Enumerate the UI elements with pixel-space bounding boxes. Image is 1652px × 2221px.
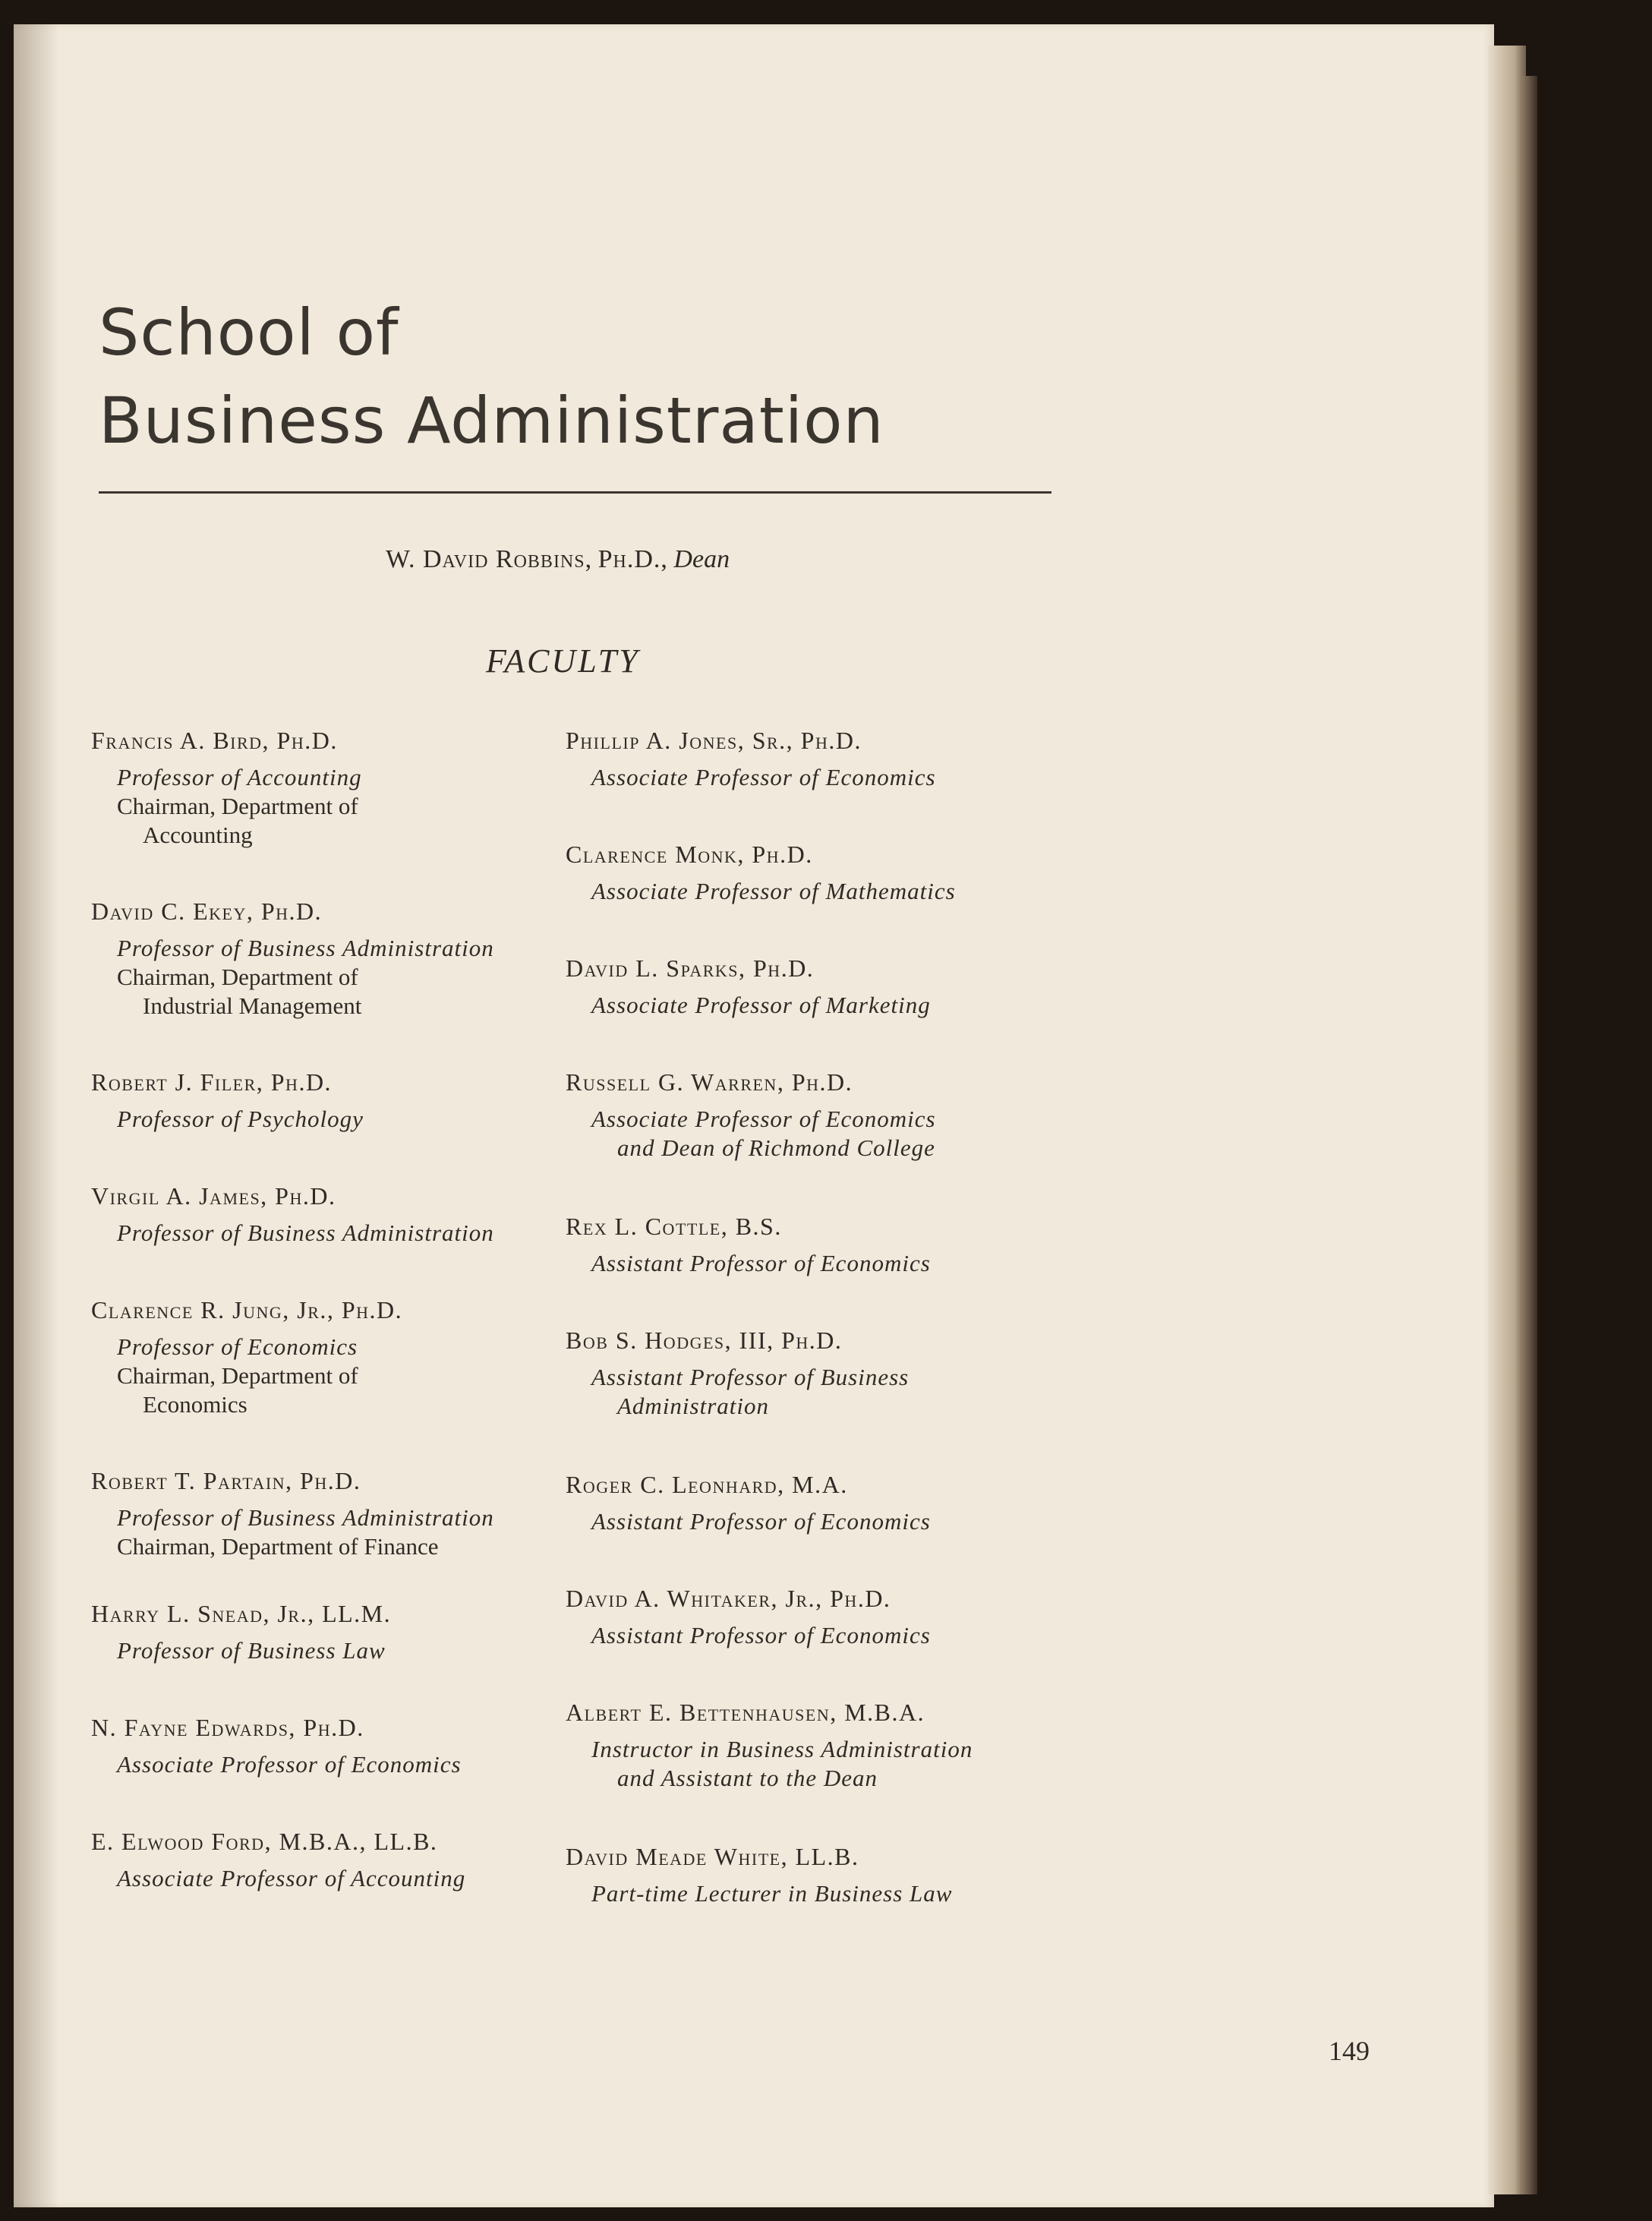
faculty-title: Assistant Professor of Economics [591,1250,931,1276]
faculty-chair: Industrial Management [143,992,362,1019]
faculty-title: Professor of Business Administration [117,935,494,961]
faculty-name: N. Fayne Edwards, Ph.D. [91,1714,364,1741]
faculty-name: Virgil A. James, Ph.D. [91,1182,336,1210]
page-edge-shadow [1522,76,1537,2194]
faculty-entry [566,1583,931,1650]
faculty-name: Francis A. Bird, Ph.D. [91,727,338,754]
faculty-name: Clarence R. Jung, Jr., Ph.D. [91,1296,403,1323]
faculty-entry [91,1598,391,1665]
faculty-entry [91,725,362,850]
dean-name: W. David Robbins [386,545,585,573]
faculty-entry [566,1697,973,1793]
title-rule [99,491,1051,494]
faculty-title: Assistant Professor of Business [591,1364,910,1390]
faculty-title: Administration [617,1393,770,1419]
faculty-name: E. Elwood Ford, M.B.A., LL.B. [91,1828,438,1855]
faculty-entry [566,1325,909,1421]
faculty-entry [91,1465,494,1561]
title-line-1: School of [99,295,399,370]
faculty-entry [91,1712,462,1779]
faculty-name: David A. Whitaker, Jr., Ph.D. [566,1585,891,1612]
faculty-title: and Dean of Richmond College [617,1134,935,1161]
faculty-title: Assistant Professor of Economics [591,1508,931,1535]
faculty-chair: Economics [143,1391,247,1418]
faculty-title: Associate Professor of Accounting [117,1865,466,1891]
page-edge [1488,46,1526,2194]
faculty-title: Professor of Business Administration [117,1504,494,1531]
faculty-title: Associate Professor of Economics [117,1751,462,1778]
faculty-chair: Chairman, Department of [117,793,358,819]
faculty-chair: Chairman, Department of [117,964,358,990]
dean-line: W. David Robbins, Ph.D., Dean [386,545,730,573]
faculty-heading: FACULTY [486,642,640,680]
faculty-name: Rex L. Cottle, B.S. [566,1213,782,1240]
title-line-2: Business Administration [99,383,884,458]
faculty-entry [91,1181,494,1248]
faculty-name: Robert J. Filer, Ph.D. [91,1068,333,1096]
faculty-name: Bob S. Hodges, III, Ph.D. [566,1327,843,1354]
faculty-entry [566,1067,936,1163]
faculty-entry [91,896,494,1021]
faculty-name: Roger C. Leonhard, M.A. [566,1471,848,1498]
faculty-entry [91,1826,465,1893]
faculty-chair: Chairman, Department of [117,1362,358,1389]
faculty-name: Phillip A. Jones, Sr., Ph.D. [566,727,862,754]
faculty-chair: Accounting [143,822,253,848]
faculty-title: Associate Professor of Economics [591,764,936,790]
dean-degree: Ph.D. [597,545,661,573]
faculty-title: Professor of Business Administration [117,1219,494,1246]
faculty-name: David Meade White, LL.B. [566,1843,859,1870]
faculty-title: Associate Professor of Marketing [591,992,931,1018]
faculty-title: Professor of Psychology [117,1106,364,1132]
faculty-entry [566,839,956,906]
faculty-title: and Assistant to the Dean [617,1765,878,1791]
faculty-entry [566,953,931,1020]
faculty-title: Associate Professor of Mathematics [591,878,956,904]
faculty-entry [566,1841,952,1908]
faculty-name: Clarence Monk, Ph.D. [566,841,813,868]
faculty-entry [91,1295,402,1419]
spine-shadow [14,24,59,2207]
faculty-title: Professor of Economics [117,1333,358,1360]
dean-title: Dean [673,545,730,573]
faculty-title: Instructor in Business Administration [591,1736,973,1762]
faculty-title: Associate Professor of Economics [591,1106,936,1132]
faculty-entry [566,725,936,792]
faculty-entry [566,1469,931,1536]
faculty-name: David C. Ekey, Ph.D. [91,898,323,925]
faculty-name: Albert E. Bettenhausen, M.B.A. [566,1699,925,1726]
faculty-chair: Chairman, Department of Finance [117,1533,439,1560]
faculty-title: Professor of Accounting [117,764,362,790]
page-title [99,289,884,465]
faculty-entry [91,1067,364,1134]
faculty-title: Professor of Business Law [117,1637,386,1664]
faculty-title: Part-time Lecturer in Business Law [591,1880,953,1907]
faculty-name: Robert T. Partain, Ph.D. [91,1467,361,1494]
faculty-name: Harry L. Snead, Jr., LL.M. [91,1600,392,1627]
faculty-entry [566,1211,931,1278]
faculty-name: Russell G. Warren, Ph.D. [566,1068,853,1096]
page-number: 149 [1329,2036,1370,2066]
faculty-name: David L. Sparks, Ph.D. [566,954,815,982]
faculty-title: Assistant Professor of Economics [591,1622,931,1648]
